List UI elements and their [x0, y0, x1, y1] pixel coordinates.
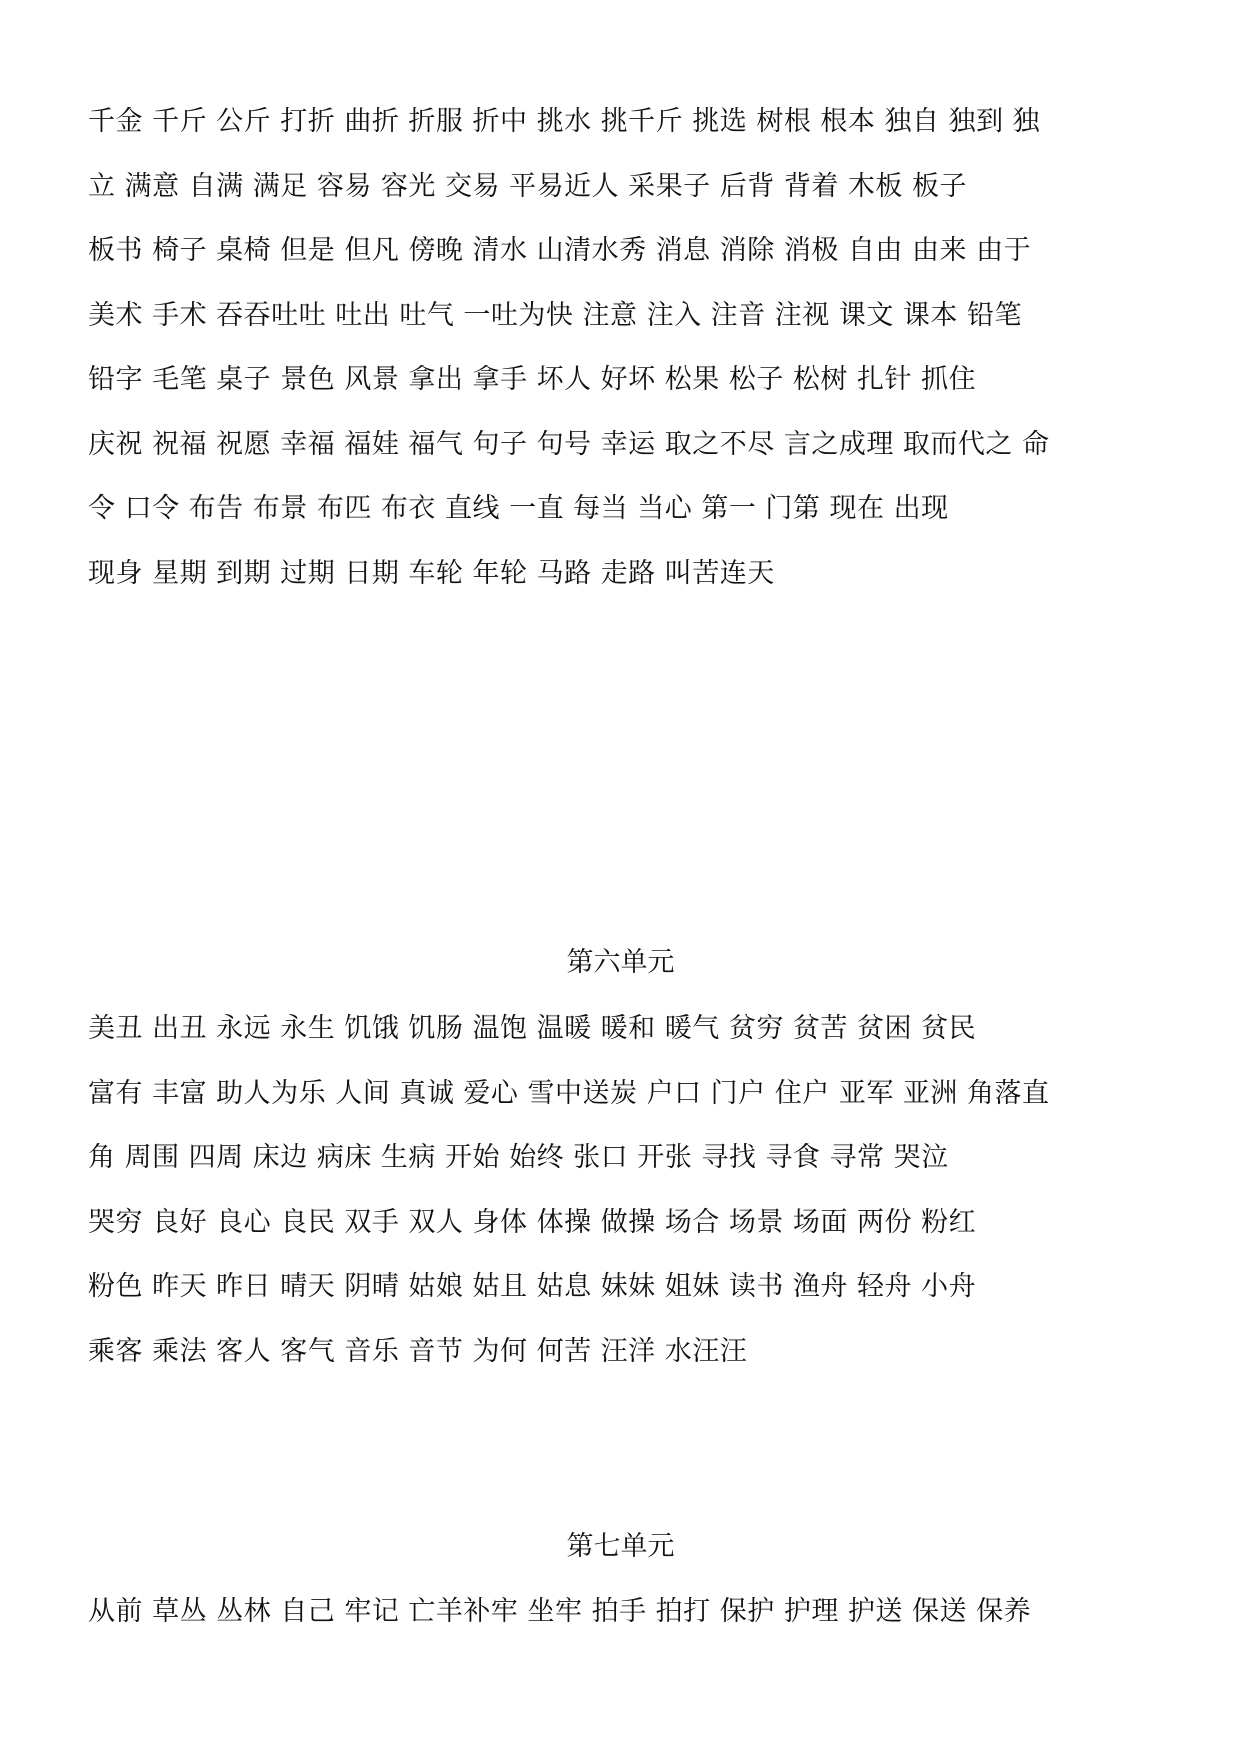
vocabulary-line: 庆祝 祝福 祝愿 幸福 福娃 福气 句子 句号 幸运 取之不尽 言之成理 取而代之 命: [88, 428, 1050, 460]
vocabulary-line: 粉色 昨天 昨日 晴天 阴晴 姑娘 姑且 姑息 妹妹 姐妹 读书 渔舟 轻舟 小舟: [88, 1271, 977, 1302]
unit-7-vocabulary: [88, 1580, 1168, 1645]
vocabulary-section-continued: [88, 90, 1168, 606]
unit-6-heading: 第六单元: [566, 947, 675, 978]
vocabulary-line: 铅字 毛笔 桌子 景色 风景 拿出 拿手 坏人 好坏 松果 松子 松树 扎针 抓住: [88, 364, 977, 395]
vocabulary-line: 从前 草丛 丛林 自己 牢记 亡羊补牢 坐牢 拍手 拍打 保护 护理 护送 保送 保养: [88, 1596, 1032, 1627]
vocabulary-line: 令 口令 布告 布景 布匹 布衣 直线 一直 每当 当心 第一 门第 现在 出现: [88, 493, 949, 524]
vocabulary-line: 板书 椅子 桌椅 但是 但凡 傍晚 清水 山清水秀 消息 消除 消极 自由 由来 由于: [88, 235, 1032, 266]
vocabulary-line: 立 满意 自满 满足 容易 容光 交易 平易近人 采果子 后背 背着 木板 板子: [88, 170, 967, 202]
unit-6-vocabulary: [88, 997, 1168, 1384]
vocabulary-line: 千金 千斤 公斤 打折 曲折 折服 折中 挑水 挑千斤 挑选 树根 根本 独自 独到 独: [88, 106, 1041, 137]
vocabulary-line: 乘客 乘法 客人 客气 音乐 音节 为何 何苦 汪洋 水汪汪: [88, 1335, 748, 1367]
vocabulary-line: 美丑 出丑 永远 永生 饥饿 饥肠 温饱 温暖 暖和 暖气 贫穷 贫苦 贫困 贫民: [88, 1013, 977, 1044]
vocabulary-line: 富有 丰富 助人为乐 人间 真诚 爱心 雪中送炭 户口 门户 住户 亚军 亚洲 角落直: [88, 1077, 1050, 1109]
vocabulary-line: 角 周围 四周 床边 病床 生病 开始 始终 张口 开张 寻找 寻食 寻常 哭泣: [88, 1142, 949, 1173]
unit-7-heading: 第七单元: [566, 1531, 675, 1562]
vocabulary-line: 美术 手术 吞吞吐吐 吐出 吐气 一吐为快 注意 注入 注音 注视 课文 课本 铅笔: [88, 299, 1022, 331]
vocabulary-line: 现身 星期 到期 过期 日期 车轮 年轮 马路 走路 叫苦连天: [88, 557, 775, 589]
vocabulary-line: 哭穷 良好 良心 良民 双手 双人 身体 体操 做操 场合 场景 场面 两份 粉红: [88, 1206, 977, 1238]
